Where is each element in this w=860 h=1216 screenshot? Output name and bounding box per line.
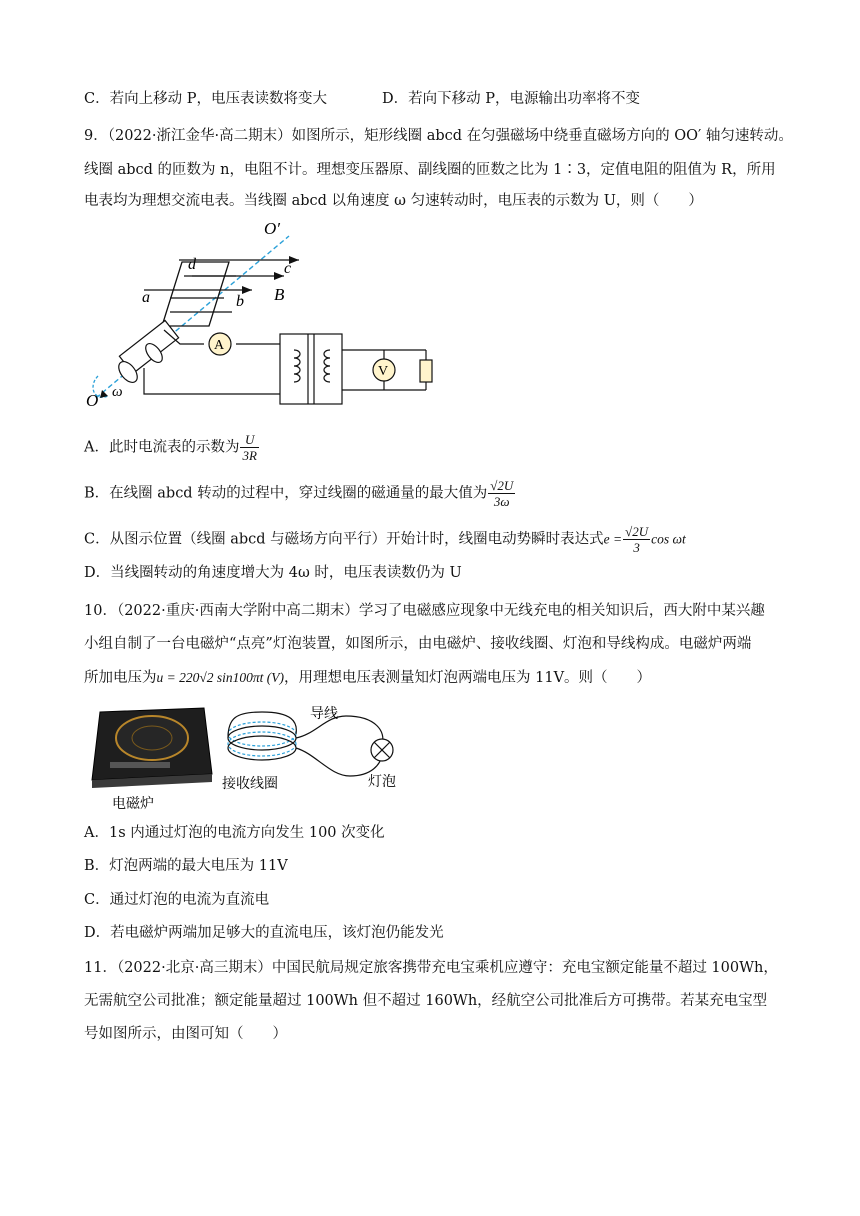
q9-stem-line1: 9．（2022·浙江金华·高二期末）如图所示，矩形线圈 abcd 在匀强磁场中绕垂直磁场方向的 OO′ 轴匀速转动。 <box>84 128 793 144</box>
q9-label-a: a <box>142 289 150 306</box>
ammeter-icon: A <box>214 338 225 353</box>
q11-stem-line3: 号如图所示，由图可知（ ） <box>84 1026 287 1042</box>
q10-label-cooker: 电磁炉 <box>112 796 154 812</box>
q9-label-o: O <box>86 391 99 410</box>
q9-label-omega: ω <box>112 384 123 400</box>
q10-option-d: D．若电磁炉两端加足够大的直流电压，该灯泡仍能发光 <box>84 925 444 941</box>
q10-option-b: B．灯泡两端的最大电压为 11V <box>84 858 288 874</box>
q10-label-wire: 导线 <box>310 706 338 722</box>
q9-generator-circuit-figure <box>84 218 454 414</box>
q10-label-coil: 接收线圈 <box>222 776 278 792</box>
q11-stem-line2: 无需航空公司批准；额定能量超过 100Wh 但不超过 160Wh，经航空公司批准后方可携带。若某充电宝型 <box>84 993 768 1009</box>
q10-stem-line2: 小组自制了一台电磁炉“点亮”灯泡装置，如图所示，由电磁炉、接收线圈、灯泡和导线构成。电磁炉两端 <box>84 636 752 652</box>
q11-stem-line1: 11．（2022·北京·高三期末）中国民航局规定旅客携带充电宝乘机应遵守：充电宝额定能量不超过 100Wh， <box>84 960 778 976</box>
q10-option-a: A．1s 内通过灯泡的电流方向发生 100 次变化 <box>84 825 385 841</box>
q9-label-field-b: B <box>274 285 285 304</box>
q9-stem-line2: 线圈 abcd 的匝数为 n，电阻不计。理想变压器原、副线圈的匝数之比为 1∶3，定值电阻的阻值为 R，所用 <box>84 162 776 178</box>
q9-option-d: D．当线圈转动的角速度增大为 4ω 时，电压表读数仍为 U <box>84 565 462 581</box>
q9-stem-line3: 电表均为理想交流电表。当线圈 abcd 以角速度 ω 匀速转动时，电压表的示数为 U，则（ ） <box>84 193 703 209</box>
induction-cooker-icon <box>92 708 212 788</box>
q10-option-c: C．通过灯泡的电流为直流电 <box>84 892 270 908</box>
q8-option-c: C．若向上移动 P，电压表读数将变大 <box>84 91 327 107</box>
bulb-icon <box>371 739 393 761</box>
q9-label-c: c <box>284 260 292 277</box>
q10-label-bulb: 灯泡 <box>368 774 396 790</box>
q9-label-d: d <box>188 256 196 273</box>
q8-option-d: D．若向下移动 P，电源输出功率将不变 <box>382 91 640 107</box>
voltmeter-icon: V <box>378 364 389 379</box>
q9-option-b: B．在线圈 abcd 转动的过程中，穿过线圈的磁通量的最大值为 $\frac{√2U}{3\omega}$ <box>84 478 514 509</box>
q9-option-c: C．从图示位置（线圈 abcd 与磁场方向平行）开始计时，线圈电动势瞬时表达式e = $\frac{√2U}{3}$ cos ωt <box>84 524 686 555</box>
receiving-coil-icon <box>228 712 383 776</box>
q10-stem-line3: 所加电压为u = 220√2 sin100πt (V)，用理想电压表测量知灯泡两端电压为 11V。则（ ） <box>84 670 652 686</box>
q9-label-b: b <box>236 293 244 310</box>
q10-induction-figure <box>86 704 416 816</box>
q9-option-a: A．此时电流表的示数为 $\frac{U}{3R}$ <box>84 432 257 463</box>
q9-label-o-prime: O′ <box>264 219 280 238</box>
q10-stem-line1: 10．（2022·重庆·西南大学附中高二期末）学习了电磁感应现象中无线充电的相关知识后，西大附中某兴趣 <box>84 603 765 619</box>
